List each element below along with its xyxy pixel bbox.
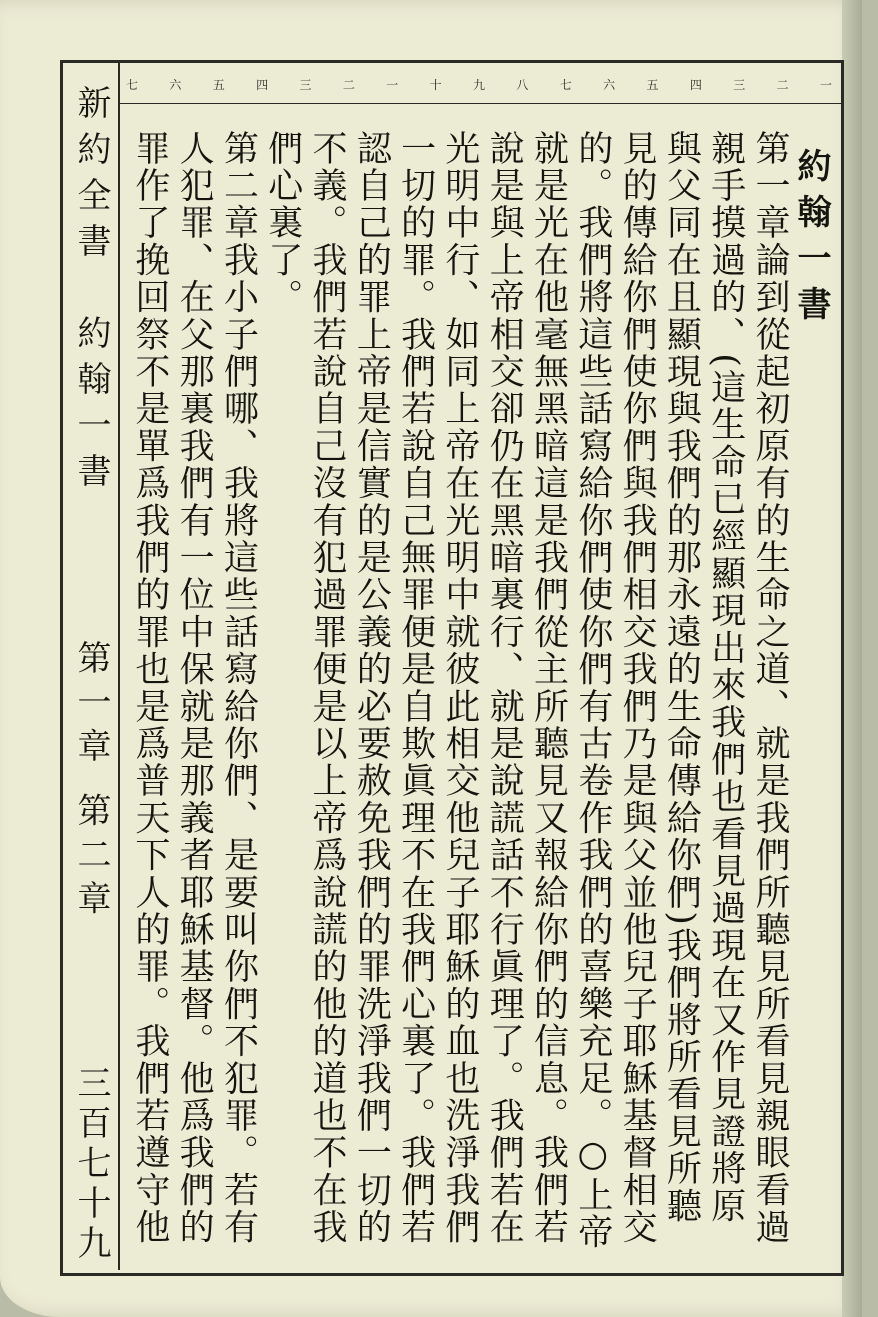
verse-number: 十 (429, 78, 442, 92)
page-gutter (842, 0, 862, 1317)
verse-number: 九 (472, 78, 485, 92)
chapter-1-heading: 第一章 (750, 130, 790, 242)
header-book-title: 約翰一書 (71, 315, 111, 499)
page-number: 三百七十九 (71, 1065, 111, 1265)
chapter-2-heading: 第二章 (218, 130, 259, 242)
verse-number: 八 (516, 78, 529, 92)
running-header-book (62, 85, 116, 499)
chapter-2-text: 我小子們哪、我將這些話寫給你們、是要叫你們不犯罪。若有人犯罪、在父那裏我們有一位中保就是那義者耶穌基督。他爲我們的罪作了挽回祭不是單爲我們的罪也是爲普天下人的罪。我們若遵守他 (129, 130, 259, 1247)
verse-number: 一 (819, 78, 832, 92)
verse-number: 三 (299, 78, 312, 92)
scripture-text (126, 130, 792, 1260)
chapter-2-paragraph (126, 130, 260, 1260)
verse-number: 五 (646, 78, 659, 92)
verse-number-bar (122, 76, 836, 100)
chapter-1-text: 論到從起初原有的生命之道、就是我們所聽見所看見親眼看過親手摸過的、(這生命已經顯現出來我們也看見過現在又作見證將原與父同在且顯現與我們的那永遠的生命傳給你們)我們將所看見所聽見的傳給你們使你們與我們相交我們乃是與父並他兒子耶穌基督相交的。我們將這些話寫給你們使你們有古卷作我們的喜樂充足。○上帝就是光在他毫無黑暗這是我們從主所聽見又報給你們的信息。我們若說是與上帝相交卻仍在黑暗裏行、就是說謊話不行眞理了。我們若在光明中行、如同上帝在光明中就彼此相交他兒子耶穌的血也洗淨我們一切的罪。我們若說自己無罪便是自欺眞理不在我們心裏了。我們若認自己的罪上帝是信實的是公義的必要赦免我們的罪洗淨我們一切的不義。我們若說自己沒有犯過罪便是以上帝爲說謊的他的道也不在我們心裏了。 (262, 130, 790, 1251)
verse-number: 二 (776, 78, 789, 92)
verse-number: 二 (342, 78, 355, 92)
running-header (62, 85, 116, 1265)
book-title: 約翰一書 (791, 148, 831, 332)
verse-number: 七 (559, 78, 572, 92)
chapter-1-paragraph (260, 130, 792, 1260)
header-book-name: 新約全書 (71, 85, 111, 269)
verse-number-rule (118, 103, 841, 104)
verse-number: 五 (212, 78, 225, 92)
verse-number: 四 (689, 78, 702, 92)
verse-number: 三 (733, 78, 746, 92)
verse-number: 六 (603, 78, 616, 92)
running-header-chapters: 第一章 第二章 (71, 639, 111, 925)
verse-number: 七 (125, 78, 138, 92)
verse-number: 六 (169, 78, 182, 92)
header-divider (118, 60, 120, 1270)
verse-number: 一 (386, 78, 399, 92)
verse-number: 四 (256, 78, 269, 92)
